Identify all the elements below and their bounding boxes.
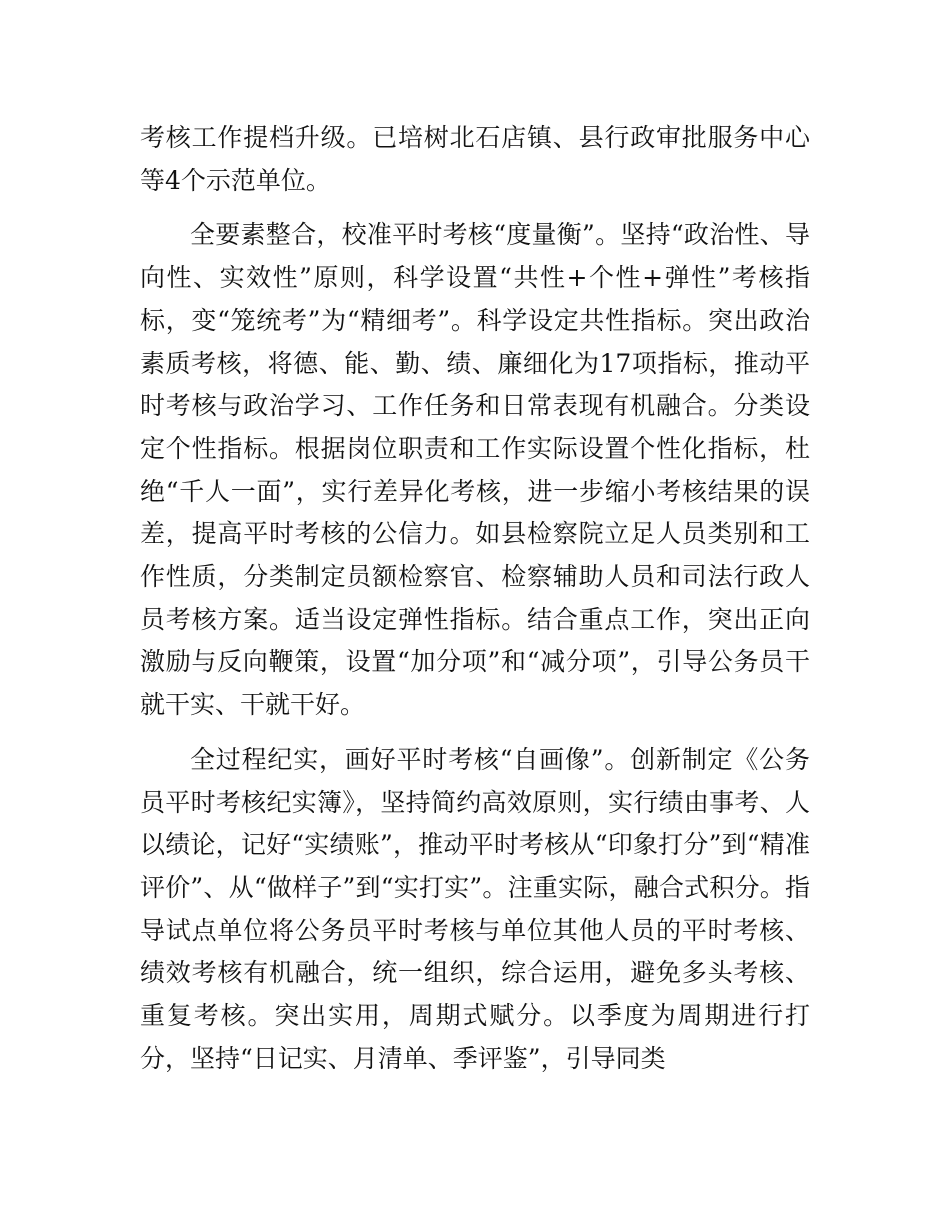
paragraph-continuation: 考核工作提档升级。已培树北石店镇、县行政审批服务中心等4个示范单位。 <box>140 123 810 195</box>
paragraph-all-elements-integration: 全要素整合，校准平时考核“度量衡”。坚持“政治性、导向性、实效性”原则，科学设置“共性+个性+弹性”考核指标，变“笼统考”为“精细考”。科学设定共性指标。突出政治素质考核，将德、能、勤、绩、廉细化为17项指标，推动平时考核与政治学习、工作任务和日常表现有机融合。分类设定个性指标。根据岗位职责和工作实际设置个性化指标，杜绝“千人一面”，实行差异化考核，进一步缩小考核结果的误差，提高平时考核的公信力。如县检察院立足人员类别和工作性质，分类制定员额检察官、检察辅助人员和司法行政人员考核方案。适当设定弹性指标。结合重点工作，突出正向激励与反向鞭策，设置“加分项”和“减分项”，引导公务员干就干实、干就干好。 <box>140 220 810 720</box>
document-body <box>140 117 810 1080</box>
paragraph-whole-process-record: 全过程纪实，画好平时考核“自画像”。创新制定《公务员平时考核纪实簿》，坚持简约高效原则，实行绩由事考、人以绩论，记好“实绩账”，推动平时考核从“印象打分”到“精准评价”、从“做样子”到“实打实”。注重实际，融合式积分。指导试点单位将公务员平时考核与单位其他人员的平时考核、绩效考核有机融合，统一组织，综合运用，避免多头考核、重复考核。突出实用，周期式赋分。以季度为周期进行打分，坚持“日记实、月清单、季评鉴”，引导同类 <box>140 744 810 1073</box>
